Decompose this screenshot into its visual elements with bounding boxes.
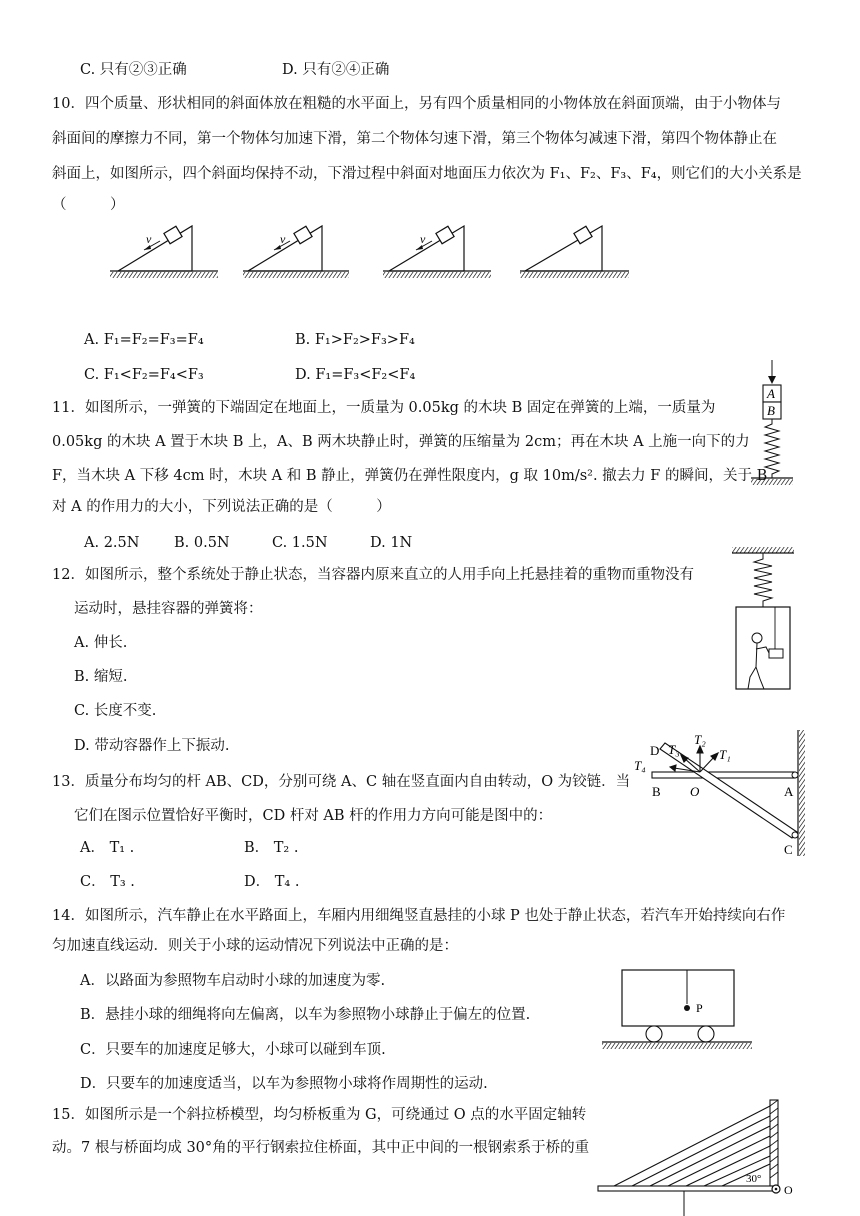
q13-rods-figure [632,728,810,858]
q10-v-label-3: v [420,232,426,246]
person [748,633,769,689]
q15-bridge-figure [594,1098,800,1216]
incline-1 [110,226,218,278]
incline-2 [243,226,349,278]
q13-stem-line1: 13．质量分布均匀的杆 AB、CD，分别可绕 A、C 轴在竖直面内自由转动，O 为铰链．当 [52,774,631,790]
q12-container-figure [726,543,798,693]
spring [754,553,772,607]
car-body [622,970,734,1026]
q9-option-d: D. 只有②④正确 [282,62,390,78]
q13-option-c: C． T₃ . [80,874,135,890]
q10-inclines-figure [100,215,650,290]
q14-option-a: A．以路面为参照物车启动时小球的加速度为零. [80,973,386,989]
q9-option-c: C. 只有②③正确 [80,62,187,78]
block-b-label: B [767,403,775,418]
label-c: C [784,842,793,857]
bridge-deck [598,1186,776,1191]
q13-option-a: A． T₁ . [80,840,135,856]
q14-stem-line2: 匀加速直线运动．则关于小球的运动情况下列说法中正确的是： [52,938,458,954]
wheel-right [698,1026,714,1042]
q11-stem-line2: 0.05kg 的木块 A 置于木块 B 上，A、B 两木块静止时，弹簧的压缩量为 2cm；再在木块 A 上施一向下的力 [52,434,750,450]
q11-option-b: B. 0.5N [174,535,230,551]
q10-option-b: B. F₁>F₂>F₃>F₄ [295,332,415,348]
q14-option-b: B．悬挂小球的细绳将向左偏离，以车为参照物小球静止于偏左的位置. [80,1007,531,1023]
q12-option-d: D. 带动容器作上下振动. [74,738,230,754]
q15-stem-line2: 动。7 根与桥面均成 30°角的平行钢索拉住桥面，其中正中间的一根钢索系于桥的重 [52,1140,590,1156]
q12-stem-line1: 12．如图所示，整个系统处于静止状态，当容器内原来直立的人用手向上托悬挂着的重物而重物没有 [52,567,694,583]
label-t3: T₃ [668,742,680,757]
ball-p [684,1005,690,1011]
label-o: O [784,1183,793,1197]
q11-stem-line4: 对 A 的作用力的大小，下列说法正确的是（ ） [52,499,391,515]
rod-ab [652,772,795,778]
label-b: B [652,784,661,799]
q15-stem-line1: 15．如图所示是一个斜拉桥模型，均匀桥板重为 G，可绕通过 O 点的水平固定轴转 [52,1107,587,1123]
incline-3 [383,226,491,278]
q13-option-b: B． T₂ . [244,840,299,856]
weight [769,649,783,658]
q13-option-d: D． T₄ . [244,874,300,890]
label-p: P [696,1001,703,1015]
q10-stem-line4: （ ） [52,197,125,213]
q11-option-d: D. 1N [370,535,413,551]
block-a-label: A [767,386,775,401]
label-o: O [690,784,700,799]
label-t2: T₂ [694,732,706,747]
label-t4: T₄ [634,758,646,773]
q10-option-a: A. F₁=F₂=F₃=F₄ [84,332,204,348]
label-a: A [784,784,794,799]
q10-stem-line2: 斜面间的摩擦力不同，第一个物体匀加速下滑，第二个物体匀速下滑，第三个物体匀减速下滑，第四个物体静止在 [52,131,777,147]
label-d: D [650,743,660,758]
q10-stem-line3: 斜面上，如图所示，四个斜面均保持不动，下滑过程中斜面对地面压力依次为 F₁、F₂、F₃、F₄，则它们的大小关系是 [52,166,802,182]
q11-stem-line3: F，当木块 A 下移 4cm 时，木块 A 和 B 静止，弹簧仍在弹性限度内，g 取 10m/s². 撤去力 F 的瞬间，关于 B [52,468,768,484]
q14-option-d: D．只要车的加速度适当，以车为参照物小球将作周期性的运动. [80,1076,488,1092]
label-t1: T₁ [719,747,731,762]
q11-option-a: A. 2.5N [84,535,140,551]
q12-option-a: A. 伸长. [74,635,128,651]
q14-option-c: C．只要车的加速度足够大，小球可以碰到车顶. [80,1042,386,1058]
q12-option-b: B. 缩短. [74,669,128,685]
q10-v-label-2: v [280,232,286,246]
q10-option-d: D. F₁=F₃<F₂<F₄ [295,367,416,383]
q10-option-c: C. F₁<F₂=F₄<F₃ [84,367,204,383]
wheel-left [646,1026,662,1042]
q10-v-label-1: v [146,232,152,246]
incline-4 [520,226,629,278]
q11-stem-line1: 11．如图所示，一弹簧的下端固定在地面上，一质量为 0.05kg 的木块 B 固定在弹簧的上端，一质量为 [52,400,716,416]
q14-stem-line1: 14．如图所示，汽车静止在水平路面上，车厢内用细绳竖直悬挂的小球 P 也处于静止状态，若汽车开始持续向右作 [52,908,786,924]
q13-stem-line2: 它们在图示位置恰好平衡时，CD 杆对 AB 杆的作用力方向可能是图中的： [74,808,553,824]
q12-option-c: C. 长度不变. [74,703,157,719]
q12-stem-line2: 运动时，悬挂容器的弹簧将： [74,601,263,617]
q14-car-figure [600,966,760,1050]
angle-label: 30° [746,1173,762,1185]
q11-option-c: C. 1.5N [272,535,328,551]
q10-stem-line1: 10．四个质量、形状相同的斜面体放在粗糙的水平面上，另有四个质量相同的小物体放在斜面顶端，由于小物体与 [52,96,781,112]
